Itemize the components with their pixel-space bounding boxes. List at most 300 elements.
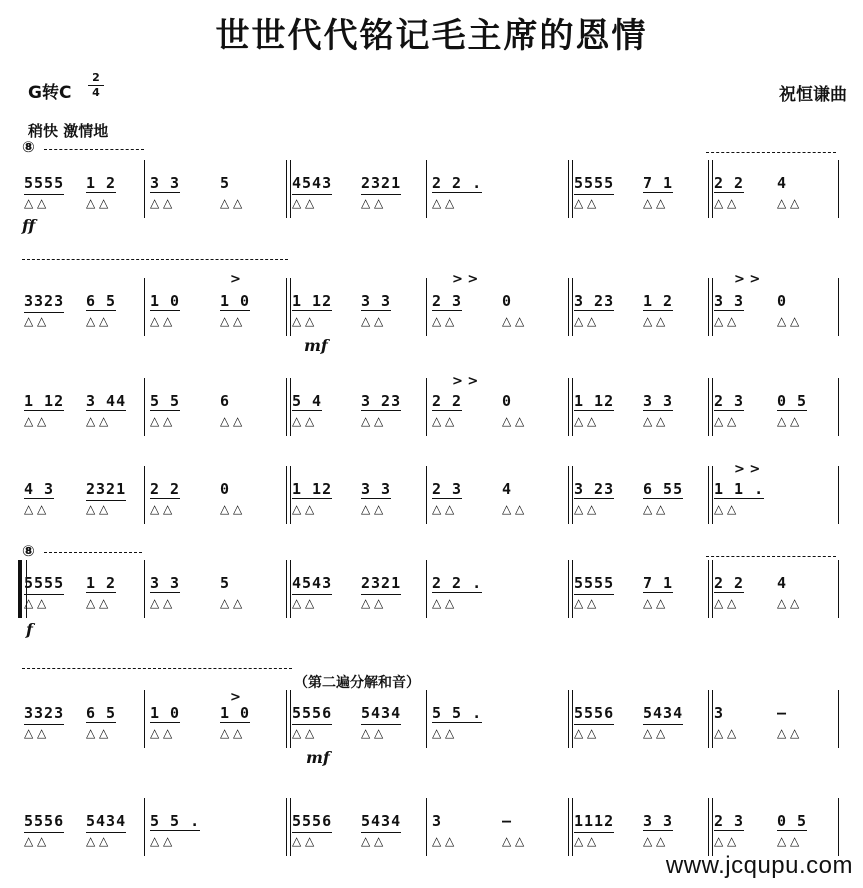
strum-mark: △ △ [643, 726, 666, 740]
note-group: 3 3 [150, 174, 181, 192]
measure [24, 378, 136, 436]
note-slot [361, 704, 401, 722]
dynamic-mf: mf [304, 336, 328, 355]
note-group: 1 0 [220, 704, 251, 722]
strum-mark: △ △ [86, 596, 109, 610]
note-group: 0 [502, 392, 513, 410]
barline [568, 278, 573, 336]
composer: 祝恒谦曲 [779, 85, 847, 105]
accent-mark: > [230, 690, 241, 705]
measure [24, 160, 136, 218]
barline [568, 560, 573, 618]
note-group: 5 5 . [150, 812, 201, 830]
measure [432, 466, 560, 524]
note-slot [777, 574, 787, 592]
note-group: 1 2 [86, 174, 117, 192]
barline [708, 278, 713, 336]
strum-mark: △ △ [777, 314, 800, 328]
note-group: – [777, 704, 788, 722]
note-group: 2 2 . [432, 574, 483, 592]
strum-mark: △ △ [714, 834, 737, 848]
note-slot [220, 704, 250, 722]
note-group: 5556 [24, 812, 64, 833]
note-slot [150, 812, 200, 830]
note-slot [777, 704, 787, 722]
note-group: 2 2 [150, 480, 181, 498]
note-slot [150, 392, 180, 410]
note-group: 5 5 . [432, 704, 483, 722]
strum-mark: △ △ [361, 596, 384, 610]
note-group: 6 55 [643, 480, 684, 498]
note-group: 5434 [86, 812, 126, 833]
note-group: 3 3 [643, 812, 674, 830]
measure [150, 378, 278, 436]
strum-mark: △ △ [432, 414, 455, 428]
score-row [0, 466, 863, 556]
note-slot [86, 574, 116, 592]
strum-mark: △ △ [150, 414, 173, 428]
note-group: 4 [502, 480, 513, 498]
note-slot [361, 292, 391, 310]
note-slot [361, 574, 401, 592]
barline [426, 798, 427, 856]
barline [286, 466, 291, 524]
strum-mark: △ △ [714, 414, 737, 428]
strum-mark: △ △ [643, 834, 666, 848]
note-group: 2 3 [714, 392, 745, 410]
note-slot [361, 480, 391, 498]
note-group: 4 [777, 574, 788, 592]
strum-mark: △ △ [86, 196, 109, 210]
strum-mark: △ △ [220, 726, 243, 740]
note-group: 0 5 [777, 812, 808, 830]
note-group: 2 3 [432, 292, 463, 310]
measure [714, 560, 828, 618]
measure [292, 560, 418, 618]
score-row [0, 378, 863, 468]
strum-mark: △ △ [574, 414, 597, 428]
strum-mark: △ △ [714, 196, 737, 210]
note-slot [714, 480, 764, 498]
strum-mark: △ △ [643, 196, 666, 210]
note-group: 1 0 [150, 292, 181, 310]
measure [432, 560, 560, 618]
strum-mark: △ △ [24, 502, 47, 516]
strum-mark: △ △ [643, 414, 666, 428]
note-slot [502, 480, 512, 498]
note-slot [432, 704, 482, 722]
measure [292, 378, 418, 436]
measure [150, 160, 278, 218]
note-group: 3 3 [361, 292, 392, 310]
note-slot [361, 812, 401, 830]
note-group: 2 2 [714, 174, 745, 192]
barline [708, 378, 713, 436]
note-slot [86, 812, 126, 830]
note-group: 3 23 [574, 480, 615, 498]
note-group: 5 5 [150, 392, 181, 410]
barline [144, 560, 145, 618]
score-row [0, 690, 863, 780]
measure [714, 160, 828, 218]
strum-mark: △ △ [24, 834, 47, 848]
volta-line [22, 668, 292, 669]
note-group: 0 [502, 292, 513, 310]
strum-mark: △ △ [777, 414, 800, 428]
note-slot [150, 480, 180, 498]
strum-mark: △ △ [714, 596, 737, 610]
strum-mark: △ △ [777, 196, 800, 210]
note-slot [643, 174, 673, 192]
note-group: 2 3 [432, 480, 463, 498]
note-slot [574, 480, 614, 498]
strum-mark: △ △ [150, 726, 173, 740]
strum-mark: △ △ [574, 196, 597, 210]
note-group: 2321 [361, 174, 401, 195]
note-slot [643, 704, 683, 722]
note-slot [714, 704, 724, 722]
note-group: 3 3 [361, 480, 392, 498]
note-slot [714, 292, 744, 310]
note-group: 3 [432, 812, 443, 830]
measure [292, 690, 418, 748]
note-group: 5555 [24, 174, 64, 195]
note-group: 4543 [292, 574, 332, 595]
volta-line [706, 556, 836, 557]
barline [426, 560, 427, 618]
strum-mark: △ △ [574, 596, 597, 610]
note-slot [643, 392, 673, 410]
strum-mark: △ △ [24, 726, 47, 740]
strum-mark: △ △ [24, 196, 47, 210]
strum-mark: △ △ [361, 502, 384, 516]
note-group: 4 [777, 174, 788, 192]
score-row [0, 160, 863, 250]
note-slot [777, 174, 787, 192]
note-slot [24, 174, 64, 192]
note-group: 1 2 [86, 574, 117, 592]
note-slot [150, 292, 180, 310]
measure [292, 466, 418, 524]
barline [144, 378, 145, 436]
note-slot [150, 574, 180, 592]
accent-mark: > > [734, 462, 761, 477]
strum-mark: △ △ [220, 502, 243, 516]
barline [708, 690, 713, 748]
barline [144, 690, 145, 748]
measure [574, 378, 700, 436]
meter-bottom: 4 [92, 86, 100, 99]
barline [426, 378, 427, 436]
note-group: 5555 [574, 174, 614, 195]
note-slot [24, 704, 64, 722]
note-slot [777, 392, 807, 410]
barline [426, 690, 427, 748]
barline [144, 160, 145, 218]
note-slot [574, 392, 614, 410]
note-group: 5555 [574, 574, 614, 595]
note-slot [292, 392, 322, 410]
strum-mark: △ △ [150, 502, 173, 516]
note-group: 6 [220, 392, 231, 410]
note-group: 5 4 [292, 392, 323, 410]
note-group: 3 44 [86, 392, 127, 410]
note-group: 5 [220, 174, 231, 192]
measure [574, 278, 700, 336]
barline [568, 690, 573, 748]
note-group: 1 2 [643, 292, 674, 310]
note-group: 3 23 [361, 392, 402, 410]
note-slot [574, 174, 614, 192]
note-slot [86, 392, 126, 410]
strum-mark: △ △ [292, 596, 315, 610]
note-group: 3 23 [574, 292, 615, 310]
strum-mark: △ △ [361, 414, 384, 428]
note-slot [24, 392, 64, 410]
note-slot [292, 574, 332, 592]
note-group: 4543 [292, 174, 332, 195]
note-slot [86, 704, 116, 722]
measure [714, 798, 828, 856]
dynamic-ff: ff [22, 216, 36, 235]
measure [574, 798, 700, 856]
strum-mark: △ △ [86, 314, 109, 328]
measure [292, 278, 418, 336]
segno-line [44, 149, 144, 150]
time-signature [88, 72, 104, 99]
strum-mark: △ △ [86, 414, 109, 428]
segno-marker: ⑧ [22, 542, 35, 560]
strum-mark: △ △ [777, 726, 800, 740]
strum-mark: △ △ [574, 834, 597, 848]
note-group: 5434 [361, 704, 401, 725]
note-group: 6 5 [86, 704, 117, 722]
note-group: 2321 [361, 574, 401, 595]
barline [838, 278, 839, 336]
note-slot [361, 392, 401, 410]
measure [574, 160, 700, 218]
barline [838, 378, 839, 436]
note-slot [574, 574, 614, 592]
measure [432, 278, 560, 336]
measure [150, 690, 278, 748]
barline [426, 278, 427, 336]
note-slot [574, 812, 614, 830]
note-slot [643, 292, 673, 310]
strum-mark: △ △ [292, 726, 315, 740]
strum-mark: △ △ [150, 196, 173, 210]
measure [150, 278, 278, 336]
strum-mark: △ △ [432, 596, 455, 610]
strum-mark: △ △ [574, 502, 597, 516]
note-slot [432, 392, 462, 410]
note-slot [292, 174, 332, 192]
measure [714, 278, 828, 336]
note-group: 2 2 . [432, 174, 483, 192]
note-slot [777, 292, 787, 310]
measure [150, 466, 278, 524]
strum-mark: △ △ [361, 196, 384, 210]
barline [568, 378, 573, 436]
accent-mark: > > [452, 374, 479, 389]
key-signature: G转C [28, 83, 72, 103]
note-group: 3 3 [643, 392, 674, 410]
score-row [0, 278, 863, 368]
note-group: 5434 [361, 812, 401, 833]
note-slot [777, 812, 807, 830]
strum-mark: △ △ [361, 314, 384, 328]
measure [432, 690, 560, 748]
measure [574, 466, 700, 524]
note-slot [643, 574, 673, 592]
note-slot [714, 174, 744, 192]
note-group: 3323 [24, 704, 64, 725]
measure [574, 560, 700, 618]
note-group: 3 3 [714, 292, 745, 310]
measure [150, 798, 278, 856]
note-slot [292, 704, 332, 722]
note-group: 5555 [24, 574, 64, 595]
note-group: 1 12 [292, 292, 333, 310]
note-slot [432, 174, 482, 192]
strum-mark: △ △ [502, 414, 525, 428]
note-slot [502, 292, 512, 310]
measure [574, 690, 700, 748]
note-slot [643, 812, 673, 830]
strum-mark: △ △ [714, 502, 737, 516]
note-group: 3 [714, 704, 725, 722]
strum-mark: △ △ [432, 196, 455, 210]
strum-mark: △ △ [643, 596, 666, 610]
barline [708, 560, 713, 618]
note-group: 5556 [574, 704, 614, 725]
note-slot [502, 812, 512, 830]
note-group: 7 1 [643, 174, 674, 192]
barline [144, 798, 145, 856]
note-slot [150, 704, 180, 722]
note-slot [292, 480, 332, 498]
strum-mark: △ △ [86, 726, 109, 740]
barline [568, 466, 573, 524]
barline [286, 560, 291, 618]
measure [432, 798, 560, 856]
measure [24, 690, 136, 748]
strum-mark: △ △ [574, 314, 597, 328]
strum-mark: △ △ [150, 314, 173, 328]
strum-mark: △ △ [777, 834, 800, 848]
barline [568, 160, 573, 218]
strum-mark: △ △ [361, 834, 384, 848]
barline [838, 466, 839, 524]
accent-mark: > [230, 272, 241, 287]
strum-mark: △ △ [24, 314, 47, 328]
barline [286, 378, 291, 436]
annotation: （第二遍分解和音） [294, 675, 420, 691]
note-slot [150, 174, 180, 192]
note-slot [714, 812, 744, 830]
note-slot [574, 704, 614, 722]
barline [838, 690, 839, 748]
strum-mark: △ △ [150, 834, 173, 848]
barline [838, 160, 839, 218]
note-group: 0 5 [777, 392, 808, 410]
note-group: 5556 [292, 812, 332, 833]
strum-mark: △ △ [292, 834, 315, 848]
measure [292, 798, 418, 856]
measure [24, 560, 136, 618]
measure [24, 278, 136, 336]
note-slot [24, 812, 64, 830]
strum-mark: △ △ [432, 502, 455, 516]
note-slot [502, 392, 512, 410]
note-slot [292, 812, 332, 830]
note-group: – [502, 812, 513, 830]
note-slot [86, 480, 126, 498]
strum-mark: △ △ [24, 414, 47, 428]
segno-marker: ⑧ [22, 138, 35, 156]
strum-mark: △ △ [292, 196, 315, 210]
strum-mark: △ △ [502, 834, 525, 848]
note-slot [432, 480, 462, 498]
note-slot [220, 574, 230, 592]
barline [838, 560, 839, 618]
note-slot [220, 174, 230, 192]
note-group: 1 12 [24, 392, 65, 410]
note-slot [574, 292, 614, 310]
note-group: 5434 [643, 704, 683, 725]
strum-mark: △ △ [220, 596, 243, 610]
note-slot [361, 174, 401, 192]
strum-mark: △ △ [220, 314, 243, 328]
barline [426, 160, 427, 218]
score-row [0, 560, 863, 650]
volta-line [706, 152, 836, 153]
note-slot [432, 812, 442, 830]
dynamic-mf: mf [306, 748, 330, 767]
strum-mark: △ △ [292, 414, 315, 428]
barline [286, 798, 291, 856]
strum-mark: △ △ [502, 502, 525, 516]
page-title: 世世代代铭记毛主席的恩情 [215, 16, 648, 56]
note-slot [24, 480, 54, 498]
barline [144, 278, 145, 336]
note-slot [643, 480, 683, 498]
watermark: www.jcqupu.com [665, 852, 853, 879]
strum-mark: △ △ [502, 314, 525, 328]
note-group: 2 2 [714, 574, 745, 592]
strum-mark: △ △ [24, 596, 47, 610]
note-group: 1 12 [292, 480, 333, 498]
note-group: 1112 [574, 812, 614, 833]
barline [568, 798, 573, 856]
measure [150, 560, 278, 618]
note-group: 1 0 [150, 704, 181, 722]
barline [144, 466, 145, 524]
measure [24, 798, 136, 856]
note-group: 3323 [24, 292, 64, 313]
note-slot [220, 480, 230, 498]
measure [432, 160, 560, 218]
strum-mark: △ △ [574, 726, 597, 740]
barline [286, 690, 291, 748]
measure [714, 690, 828, 748]
note-slot [86, 174, 116, 192]
barline [708, 798, 713, 856]
strum-mark: △ △ [220, 414, 243, 428]
barline [708, 160, 713, 218]
strum-mark: △ △ [292, 502, 315, 516]
strum-mark: △ △ [150, 596, 173, 610]
